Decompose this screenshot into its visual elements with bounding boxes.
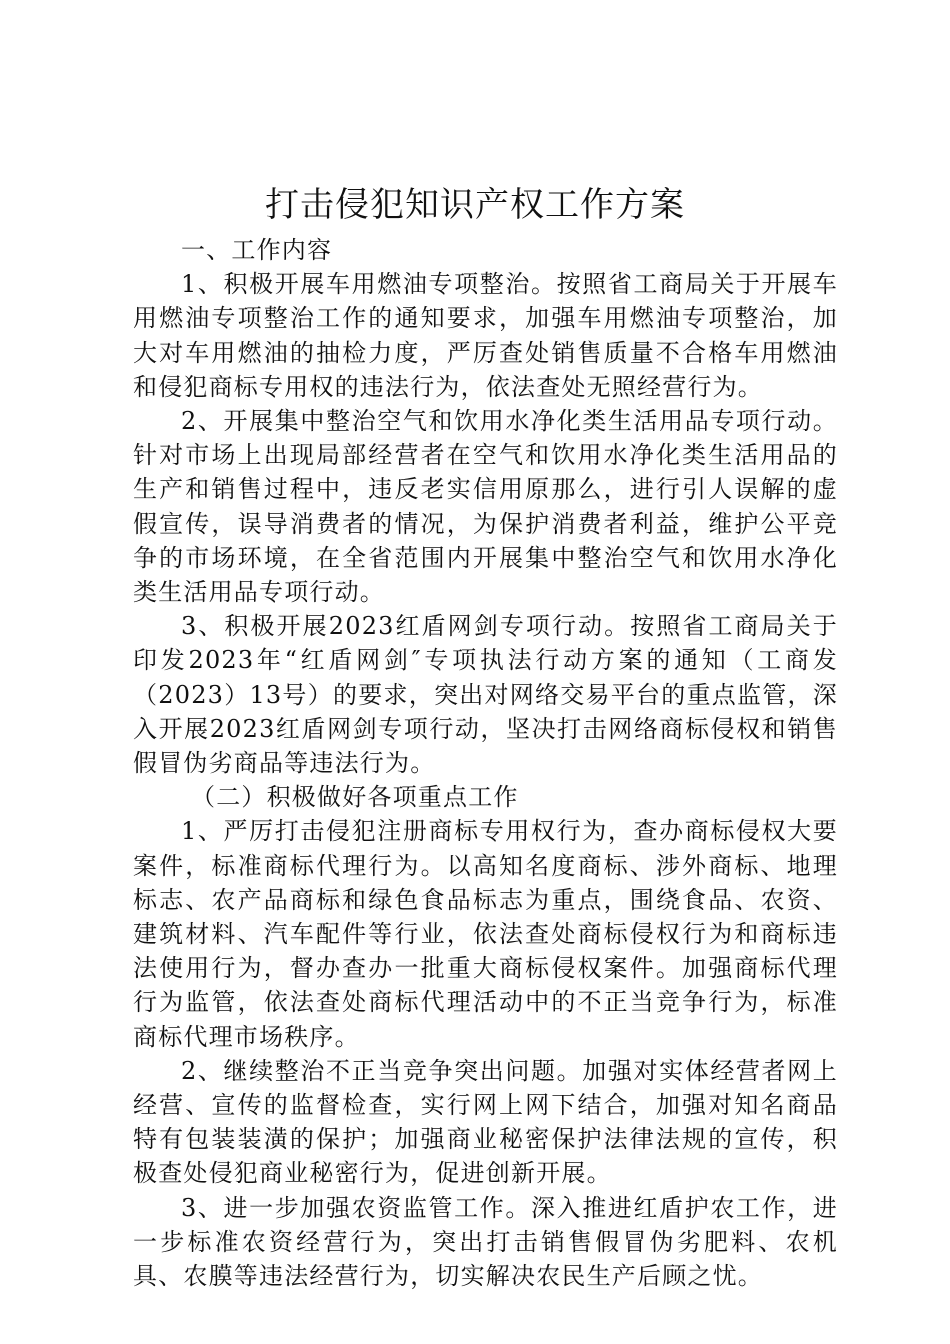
section-heading-key-work: （二）积极做好各项重点工作 xyxy=(191,783,519,812)
document-title: 打击侵犯知识产权工作方案 xyxy=(265,185,685,225)
paragraph-red-shield-net-sword: 3、积极开展2023红盾网剑专项行动。按照省工商局关于印发2023年“红盾网剑″专项执法行动方案的通知（工商发（2023）13号）的要求，突出对网络交易平台的重点监管，深入开展2023红盾网剑专项行动，坚决打击网络商标侵权和销售假冒伪劣商品等违法行为。 xyxy=(133,612,838,778)
paragraph-purifier-campaign: 2、开展集中整治空气和饮用水净化类生活用品专项行动。针对市场上出现局部经营者在空气和饮用水净化类生活用品的生产和销售过程中，违反老实信用原那么，进行引人误解的虚假宣传，误导消费者的情况，为保护消费者利益，维护公平竞争的市场环境，在全省范围内开展集中整治空气和饮用水净化类生活用品专项行动。 xyxy=(133,407,838,607)
paragraph-unfair-competition: 2、继续整治不正当竞争突出问题。加强对实体经营者网上经营、宣传的监督检查，实行网上网下结合，加强对知名商品特有包装装潢的保护；加强商业秘密保护法律法规的宣传，积极查处侵犯商业秘密行为，促进创新开展。 xyxy=(133,1056,838,1188)
paragraph-trademark-infringement: 1、严厉打击侵犯注册商标专用权行为，查办商标侵权大要案件，标准商标代理行为。以高知名度商标、涉外商标、地理标志、农产品商标和绿色食品标志为重点，围绕食品、农资、建筑材料、汽车配件等行业，依法查处商标侵权行为和商标违法使用行为，督办查办一批重大商标侵权案件。加强商标代理行为监管，依法查处商标代理活动中的不正当竞争行为，标准商标代理市场秩序。 xyxy=(133,817,838,1051)
document-body xyxy=(133,233,838,1293)
paragraph-fuel-rectification: 1、积极开展车用燃油专项整治。按照省工商局关于开展车用燃油专项整治工作的通知要求，加强车用燃油专项整治，加大对车用燃油的抽检力度，严厉查处销售质量不合格车用燃油和侵犯商标专用权的违法行为，依法查处无照经营行为。 xyxy=(133,270,838,401)
paragraph-agricultural-supervision: 3、进一步加强农资监管工作。深入推进红盾护农工作，进一步标准农资经营行为，突出打击销售假冒伪劣肥料、农机具、农膜等违法经营行为，切实解决农民生产后顾之忧。 xyxy=(133,1193,838,1291)
section-heading-work-content: 一、工作内容 xyxy=(181,236,333,264)
